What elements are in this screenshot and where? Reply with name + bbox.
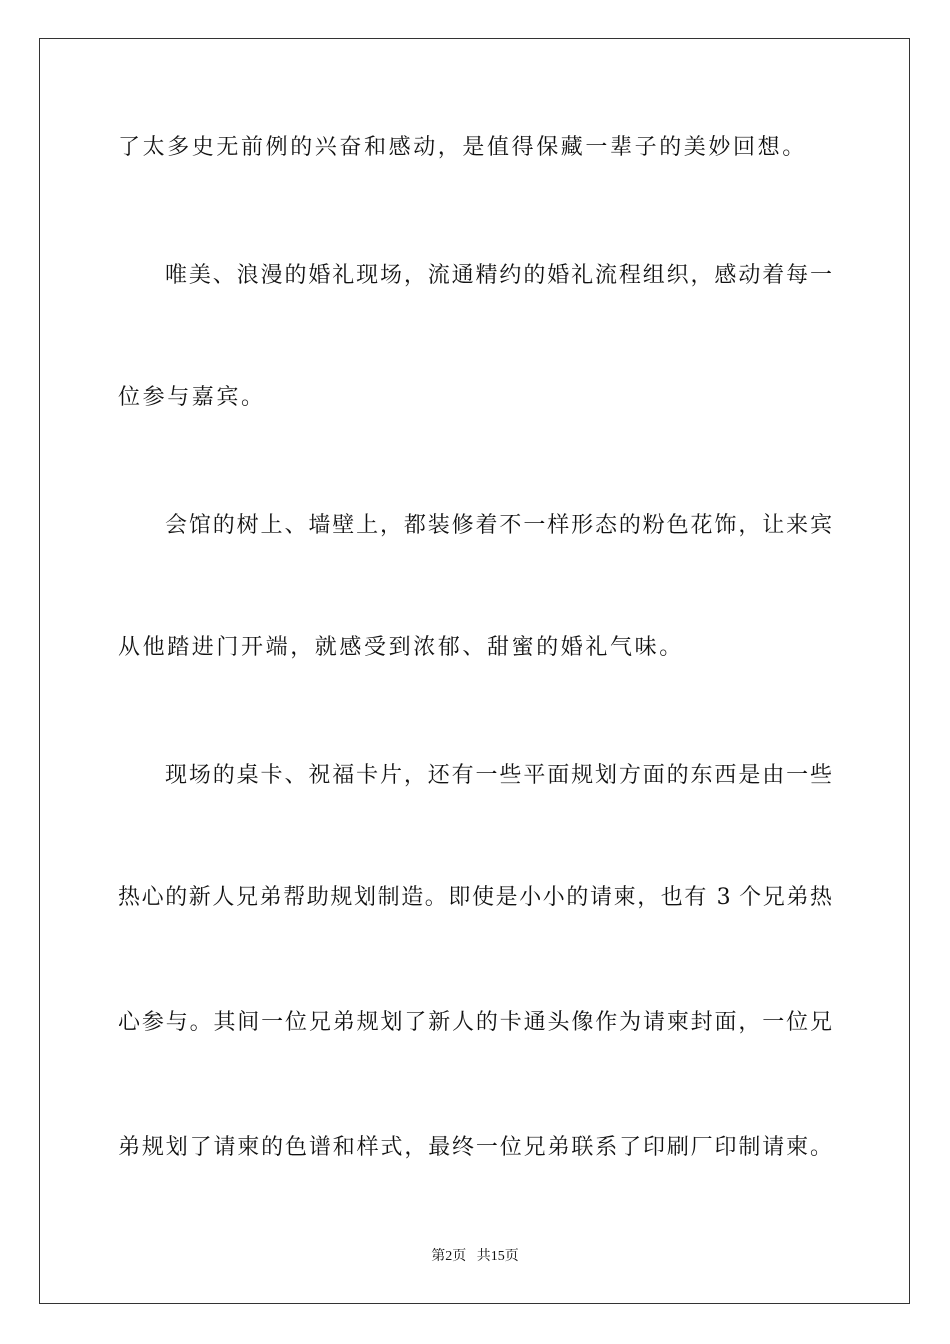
paragraph-line-6: 现场的桌卡、祝福卡片，还有一些平面规划方面的东西是由一些 xyxy=(165,763,832,788)
paragraph-line-7: 热心的新人兄弟帮助规划制造。即使是小小的请柬，也有 3 个兄弟热 xyxy=(118,885,832,910)
paragraph-line-1: 了太多史无前例的兴奋和感动，是值得保藏一辈子的美妙回想。 xyxy=(118,135,807,160)
page-number-footer: 第2页 共15页 xyxy=(431,1249,519,1264)
paragraph-line-4: 会馆的树上、墙壁上，都装修着不一样形态的粉色花饰，让来宾 xyxy=(165,513,832,538)
paragraph-line-9: 弟规划了请柬的色谱和样式，最终一位兄弟联系了印刷厂印制请柬。 xyxy=(118,1135,832,1160)
paragraph-line-3: 位参与嘉宾。 xyxy=(118,385,266,410)
paragraph-line-8: 心参与。其间一位兄弟规划了新人的卡通头像作为请柬封面，一位兄 xyxy=(118,1010,832,1035)
paragraph-line-5: 从他踏进门开端，就感受到浓郁、甜蜜的婚礼气味。 xyxy=(118,635,684,660)
paragraph-line-2: 唯美、浪漫的婚礼现场，流通精约的婚礼流程组织，感动着每一 xyxy=(165,263,832,288)
page-border xyxy=(39,38,910,1304)
